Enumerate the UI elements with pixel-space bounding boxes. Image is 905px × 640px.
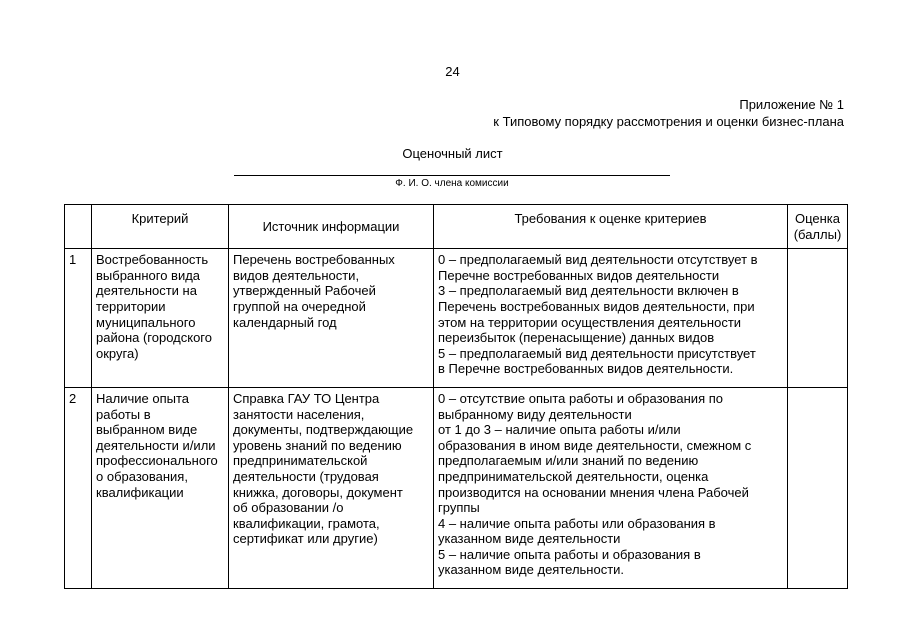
score-cell <box>788 387 848 588</box>
criterion-cell-line: квалификации <box>96 484 184 500</box>
source-cell-line: видов деятельности, <box>233 267 360 283</box>
source-cell-line: группой на очередной <box>233 298 366 314</box>
criterion-cell-line: территории <box>96 298 166 314</box>
criterion-cell <box>92 249 229 388</box>
criterion-cell-line: Наличие опыта <box>96 390 189 406</box>
source-cell-line: квалификации, грамота, <box>233 515 380 531</box>
header-number <box>65 205 92 249</box>
source-cell <box>229 387 434 588</box>
header-source: Источник информации <box>229 205 434 249</box>
requirements-cell-line: предпринимательской деятельности, оценка <box>438 468 709 484</box>
appendix-heading <box>493 96 844 130</box>
requirements-cell-line: 4 – наличие опыта работы или образования в <box>438 515 716 531</box>
source-cell-line: документы, подтверждающие <box>233 422 414 438</box>
requirements-cell-line: 0 – отсутствие опыта работы и образования по <box>438 390 723 406</box>
requirements-cell-line: производится на основании мнения члена Рабочей <box>438 484 749 500</box>
criterion-cell-line: профессионального <box>96 453 218 469</box>
criterion-cell-line: выбранном виде <box>96 422 198 438</box>
score-cell <box>788 249 848 388</box>
requirements-cell-line: 5 – наличие опыта работы и образования в <box>438 546 701 562</box>
source-cell-line: деятельности (трудовая <box>233 468 379 484</box>
requirements-cell-line: выбранному виду деятельности <box>438 406 632 422</box>
requirements-cell-line: 3 – предполагаемый вид деятельности включен в <box>438 283 739 299</box>
header-requirements: Требования к оценке критериев <box>434 205 788 249</box>
requirements-cell-line: Перечень востребованных видов деятельности, при <box>438 298 755 314</box>
table-row <box>65 387 848 588</box>
criterion-cell-line: выбранного вида <box>96 267 201 283</box>
source-cell-line: Перечень востребованных <box>233 252 395 268</box>
source-cell-line: сертификат или другие) <box>233 531 378 547</box>
requirements-cell-line: этом на территории осуществления деятельности <box>438 314 742 330</box>
requirements-cell-line: переизбыток (перенасыщение) данных видов <box>438 330 715 346</box>
criteria-table <box>64 204 848 589</box>
requirements-cell-line: указанном виде деятельности <box>438 531 621 547</box>
requirements-cell-line: от 1 до 3 – наличие опыта работы и/или <box>438 422 681 438</box>
source-cell-line: календарный год <box>233 314 337 330</box>
source-cell-line: книжка, договоры, документ <box>233 484 403 500</box>
criterion-cell-line: Востребованность <box>96 252 209 268</box>
signature-line <box>234 175 670 176</box>
row-number: 2 <box>65 387 92 588</box>
header-score-line-2: (баллы) <box>793 226 842 242</box>
criterion-cell-line: муниципального <box>96 314 196 330</box>
requirements-cell <box>434 387 788 588</box>
requirements-cell-line: группы <box>438 500 480 516</box>
source-cell-line: утвержденный Рабочей <box>233 283 376 299</box>
requirements-cell-line: в Перечне востребованных видов деятельности. <box>438 361 734 377</box>
header-score <box>788 205 848 249</box>
requirements-cell-line: 5 – предполагаемый вид деятельности присутствует <box>438 345 756 361</box>
page-number: 24 <box>445 64 460 79</box>
signature-caption: Ф. И. О. члена комиссии <box>395 178 509 189</box>
source-cell <box>229 249 434 388</box>
requirements-cell-line: 0 – предполагаемый вид деятельности отсутствует в <box>438 252 758 268</box>
appendix-line-1: Приложение № 1 <box>739 97 844 112</box>
criterion-cell-line: о образования, <box>96 468 188 484</box>
criterion-cell-line: района (городского <box>96 330 212 346</box>
requirements-cell-line: предполагаемым и/или знаний по ведению <box>438 453 699 469</box>
criterion-cell-line: деятельности на <box>96 283 197 299</box>
source-cell-line: занятости населения, <box>233 406 365 422</box>
source-cell-line: предпринимательской <box>233 453 368 469</box>
requirements-cell-line: образования в ином виде деятельности, смежном с <box>438 437 752 453</box>
criterion-cell-line: деятельности и/или <box>96 437 216 453</box>
requirements-cell <box>434 249 788 388</box>
criterion-cell-line: округа) <box>96 345 139 361</box>
source-cell-line: уровень знаний по ведению <box>233 437 402 453</box>
document-title: Оценочный лист <box>402 146 503 161</box>
table-header-row <box>65 205 848 249</box>
table-row <box>65 249 848 388</box>
criterion-cell-line: работы в <box>96 406 151 422</box>
criterion-cell <box>92 387 229 588</box>
requirements-cell-line: Перечне востребованных видов деятельности <box>438 267 720 283</box>
header-score-line-1: Оценка <box>794 211 841 226</box>
header-criterion: Критерий <box>92 205 229 249</box>
row-number: 1 <box>65 249 92 388</box>
source-cell-line: Справка ГАУ ТО Центра <box>233 390 380 406</box>
requirements-cell-line: указанном виде деятельности. <box>438 562 625 578</box>
appendix-line-2: к Типовому порядку рассмотрения и оценки бизнес-плана <box>493 114 844 129</box>
source-cell-line: об образовании /о <box>233 500 344 516</box>
